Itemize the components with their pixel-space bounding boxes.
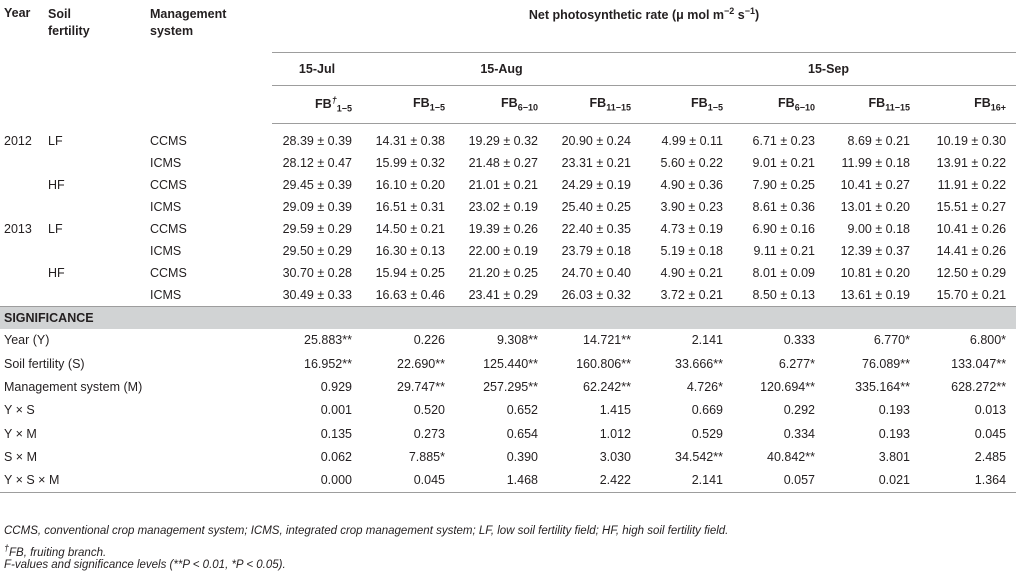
significance-value: 0.520 <box>413 403 445 418</box>
row-year: 2012 <box>4 134 32 148</box>
row-value: 9.01 ± 0.21 <box>752 156 815 170</box>
row-value: 28.12 ± 0.47 <box>282 156 352 170</box>
row-value: 29.09 ± 0.39 <box>282 200 352 214</box>
significance-value: 3.030 <box>599 450 631 465</box>
significance-value: 0.193 <box>878 426 910 441</box>
significance-value: 0.273 <box>413 426 445 441</box>
row-value: 8.69 ± 0.21 <box>847 134 910 149</box>
significance-value: 34.542** <box>675 450 723 465</box>
row-year <box>0 196 44 218</box>
row-value: 20.90 ± 0.24 <box>561 134 631 149</box>
significance-value: 0.929 <box>320 379 352 394</box>
row-value: 26.03 ± 0.32 <box>561 287 631 302</box>
row-value: 3.72 ± 0.21 <box>660 287 723 302</box>
significance-rows <box>0 306 1016 492</box>
row-management-system: ICMS <box>150 244 182 258</box>
row-value: 25.40 ± 0.25 <box>561 200 631 214</box>
footnote-abbreviations: CCMS, conventional crop management system; ICMS, integrated crop management system; LF, low soil fertility field; HF, high soil fertility field. <box>4 525 729 537</box>
row-value: 15.99 ± 0.32 <box>375 156 445 170</box>
row-value: 10.81 ± 0.20 <box>840 266 910 280</box>
header-branch-col: $FB^\dagger_{1-5}$ <box>272 85 362 123</box>
row-value: 23.02 ± 0.19 <box>468 200 538 214</box>
row-value: 15.94 ± 0.25 <box>375 266 445 280</box>
significance-value: 6.800* <box>969 333 1007 348</box>
significance-value: 40.842** <box>767 450 815 465</box>
row-value: 4.73 ± 0.19 <box>660 222 723 236</box>
significance-value: 0.333 <box>783 333 815 348</box>
significance-value: 0.057 <box>733 469 825 492</box>
significance-factor: Y × M <box>4 426 37 441</box>
row-value: 4.90 ± 0.36 <box>660 178 723 192</box>
significance-value: 33.666** <box>675 356 723 371</box>
significance-value: 0.013 <box>974 403 1007 418</box>
significance-value: 1.468 <box>455 469 548 492</box>
significance-factor: S × M <box>4 450 37 465</box>
footnote-significance: F-values and significance levels (**P < 0.01, *P < 0.05). <box>4 559 286 571</box>
table-row <box>0 262 1016 284</box>
row-value: 4.90 ± 0.21 <box>660 266 723 280</box>
row-value: 13.91 ± 0.22 <box>936 156 1007 170</box>
row-value: 23.79 ± 0.18 <box>561 244 631 258</box>
table-row <box>0 123 1016 152</box>
row-soil-fertility: LF <box>48 222 63 236</box>
row-value: 22.40 ± 0.35 <box>561 222 631 236</box>
significance-value: 0.669 <box>691 403 723 418</box>
significance-value: 6.770* <box>873 333 910 348</box>
significance-value: 2.485 <box>974 450 1007 465</box>
row-value: 14.50 ± 0.21 <box>375 222 445 236</box>
table-row <box>0 174 1016 196</box>
significance-value: 120.694** <box>760 379 815 394</box>
significance-value: 0.193 <box>878 403 910 418</box>
significance-value: 0.226 <box>413 333 445 348</box>
significance-value: 133.047** <box>951 356 1007 371</box>
significance-value: 1.415 <box>599 403 631 418</box>
row-value: 28.39 ± 0.39 <box>282 134 352 149</box>
significance-value: 628.272** <box>951 379 1007 394</box>
row-value: 30.70 ± 0.28 <box>282 266 352 280</box>
table-row <box>0 218 1016 240</box>
header-year: Year <box>4 6 31 20</box>
row-value: 21.01 ± 0.21 <box>468 178 538 192</box>
row-management-system: ICMS <box>150 156 182 170</box>
row-soil-fertility: HF <box>48 178 65 192</box>
row-value: 29.59 ± 0.29 <box>282 222 352 236</box>
significance-factor: Soil fertility (S) <box>4 356 85 371</box>
header-branch-col: $FB_{6-10}$ <box>733 85 825 123</box>
row-soil-fertility: HF <box>48 266 65 280</box>
row-value: 8.61 ± 0.36 <box>752 200 815 214</box>
row-value: 23.41 ± 0.29 <box>468 287 538 302</box>
significance-value: 16.952** <box>304 356 352 371</box>
row-value: 7.90 ± 0.25 <box>752 178 815 192</box>
significance-value: 1.364 <box>920 469 1016 492</box>
significance-value: 0.045 <box>362 469 455 492</box>
table-row <box>0 196 1016 218</box>
row-value: 10.19 ± 0.30 <box>936 134 1007 149</box>
row-soil-fertility <box>44 284 146 306</box>
significance-value: 22.690** <box>397 356 445 371</box>
row-year <box>0 240 44 262</box>
significance-value: 4.726* <box>686 379 723 394</box>
row-value: 23.31 ± 0.21 <box>561 156 631 170</box>
significance-heading: SIGNIFICANCE <box>0 306 1016 329</box>
row-value: 22.00 ± 0.19 <box>468 244 538 258</box>
significance-value: 0.334 <box>783 426 815 441</box>
significance-row <box>0 375 1016 398</box>
row-management-system: CCMS <box>150 266 187 280</box>
header-management-system: Management system <box>150 7 227 38</box>
row-value: 5.19 ± 0.18 <box>660 244 723 258</box>
significance-row <box>0 445 1016 468</box>
significance-row <box>0 329 1016 352</box>
significance-value: 6.277* <box>778 356 815 371</box>
row-value: 16.30 ± 0.13 <box>375 244 445 258</box>
row-year <box>0 152 44 174</box>
row-year <box>0 284 44 306</box>
row-value: 15.51 ± 0.27 <box>936 200 1007 214</box>
footnote-fruiting-branch: †FB, fruiting branch. <box>4 543 107 559</box>
row-value: 16.10 ± 0.20 <box>375 178 445 192</box>
row-value: 12.50 ± 0.29 <box>936 266 1007 280</box>
header-branch-col: $FB_{11-15}$ <box>825 85 920 123</box>
significance-header-row <box>0 306 1016 329</box>
table-row <box>0 152 1016 174</box>
row-year <box>0 262 44 284</box>
header-branch-col: $FB_{1-5}$ <box>641 85 733 123</box>
row-management-system: ICMS <box>150 200 182 214</box>
row-soil-fertility <box>44 196 146 218</box>
row-value: 12.39 ± 0.37 <box>840 244 910 258</box>
row-soil-fertility <box>44 152 146 174</box>
row-value: 29.50 ± 0.29 <box>282 244 352 258</box>
significance-value: 125.440** <box>483 356 538 371</box>
significance-row <box>0 469 1016 492</box>
significance-value: 160.806** <box>576 356 631 371</box>
significance-value: 0.652 <box>506 403 538 418</box>
header-branch-col: $FB_{16+}$ <box>920 85 1016 123</box>
significance-value: 2.141 <box>641 469 733 492</box>
significance-value: 0.021 <box>825 469 920 492</box>
significance-factor: Year (Y) <box>4 333 50 348</box>
row-value: 9.00 ± 0.18 <box>847 222 910 236</box>
header-branch-col: $FB_{1-5}$ <box>362 85 455 123</box>
significance-value: 1.012 <box>599 426 631 441</box>
significance-value: 76.089** <box>862 356 910 371</box>
row-value: 13.01 ± 0.20 <box>840 200 910 214</box>
header-branch-col: $FB_{11-15}$ <box>548 85 641 123</box>
table-row <box>0 240 1016 262</box>
row-management-system: ICMS <box>150 287 182 302</box>
significance-value: 14.721** <box>583 333 631 348</box>
header-date-sep: 15-Sep <box>641 52 1016 85</box>
row-value: 21.20 ± 0.25 <box>468 266 538 280</box>
header-date-aug: 15-Aug <box>362 52 641 85</box>
row-value: 10.41 ± 0.26 <box>936 222 1007 236</box>
significance-value: 0.390 <box>506 450 538 465</box>
significance-row <box>0 422 1016 445</box>
row-management-system: CCMS <box>150 178 187 192</box>
row-year <box>0 174 44 196</box>
data-rows <box>0 123 1016 306</box>
significance-value: 25.883** <box>304 333 352 348</box>
row-value: 29.45 ± 0.39 <box>282 178 352 192</box>
row-soil-fertility: LF <box>48 134 63 148</box>
row-management-system: CCMS <box>150 222 187 236</box>
header-branch-col: $FB_{6-10}$ <box>455 85 548 123</box>
significance-row <box>0 352 1016 375</box>
significance-value: 0.062 <box>320 450 352 465</box>
header-net-photosynthetic-rate: Net photosynthetic rate (μ mol $m^{-2}$ $s^{-1}$) <box>272 0 1016 52</box>
row-soil-fertility <box>44 240 146 262</box>
significance-factor: Y × S <box>4 403 35 418</box>
significance-value: 2.422 <box>548 469 641 492</box>
significance-value: 62.242** <box>583 379 631 394</box>
significance-value: 0.654 <box>506 426 538 441</box>
row-value: 16.63 ± 0.46 <box>375 287 445 302</box>
header-soil-fertility: Soil fertility <box>48 7 90 38</box>
row-value: 14.41 ± 0.26 <box>936 244 1007 258</box>
significance-value: 257.295** <box>483 379 538 394</box>
row-value: 8.50 ± 0.13 <box>752 287 815 302</box>
significance-value: 3.801 <box>878 450 910 465</box>
significance-value: 0.000 <box>272 469 362 492</box>
row-value: 6.71 ± 0.23 <box>752 134 815 149</box>
row-value: 19.29 ± 0.32 <box>468 134 538 149</box>
row-value: 15.70 ± 0.21 <box>936 287 1007 302</box>
row-value: 8.01 ± 0.09 <box>752 266 815 280</box>
significance-value: 0.001 <box>320 403 352 418</box>
row-value: 30.49 ± 0.33 <box>282 287 352 302</box>
row-value: 24.70 ± 0.40 <box>561 266 631 280</box>
row-value: 3.90 ± 0.23 <box>660 200 723 214</box>
significance-value: 29.747** <box>397 379 445 394</box>
significance-value: 0.135 <box>320 426 352 441</box>
row-value: 11.99 ± 0.18 <box>841 156 910 170</box>
row-value: 24.29 ± 0.19 <box>561 178 631 192</box>
row-value: 16.51 ± 0.31 <box>375 200 445 214</box>
significance-value: 0.529 <box>691 426 723 441</box>
row-year: 2013 <box>4 222 32 236</box>
row-value: 10.41 ± 0.27 <box>840 178 910 192</box>
row-value: 21.48 ± 0.27 <box>468 156 538 170</box>
significance-factor: Y × S × M <box>0 469 272 492</box>
significance-value: 9.308** <box>496 333 538 348</box>
row-value: 5.60 ± 0.22 <box>660 156 723 170</box>
significance-value: 335.164** <box>855 379 910 394</box>
row-value: 14.31 ± 0.38 <box>375 134 445 149</box>
row-management-system: CCMS <box>150 134 187 148</box>
row-value: 4.99 ± 0.11 <box>661 134 723 149</box>
significance-value: 0.045 <box>974 426 1007 441</box>
table-row <box>0 284 1016 306</box>
row-value: 19.39 ± 0.26 <box>468 222 538 236</box>
significance-factor: Management system (M) <box>4 379 143 394</box>
header-date-jul: 15-Jul <box>272 52 362 85</box>
significance-value: 2.141 <box>691 333 723 348</box>
row-value: 9.11 ± 0.21 <box>753 244 815 258</box>
row-value: 13.61 ± 0.19 <box>840 287 910 302</box>
row-value: 6.90 ± 0.16 <box>752 222 815 236</box>
significance-row <box>0 399 1016 422</box>
row-value: 11.91 ± 0.22 <box>937 178 1007 192</box>
significance-value: 0.292 <box>783 403 815 418</box>
significance-value: 7.885* <box>408 450 445 465</box>
